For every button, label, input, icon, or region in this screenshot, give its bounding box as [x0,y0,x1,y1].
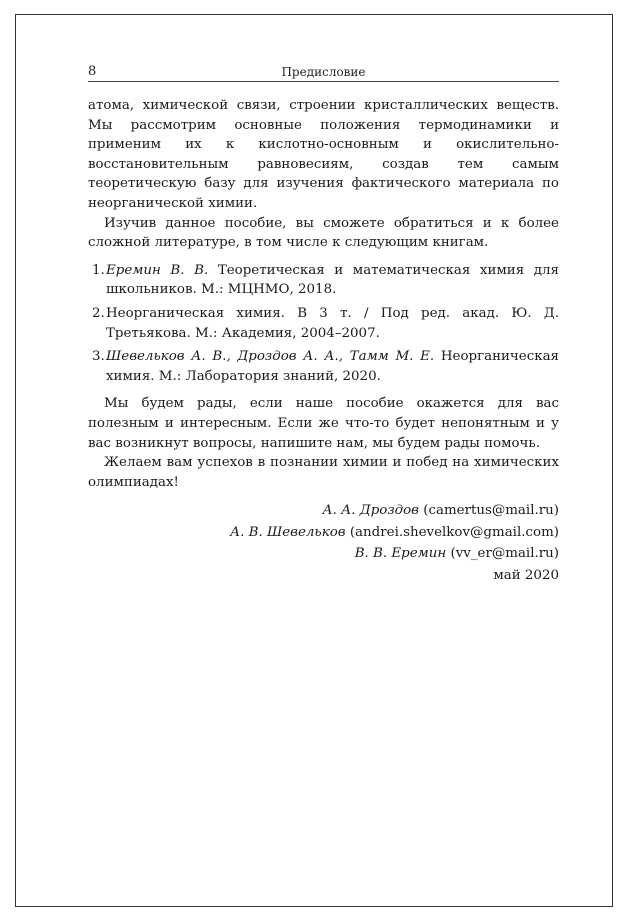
author-email: (vv_er@mail.ru) [446,546,559,562]
signature-line [88,543,559,565]
reference-item [88,347,559,386]
reference-text: Неорганическая химия. М.: Лаборатория знаний, 2020. [106,349,560,384]
reference-text: Теоретическая и математическая химия для школьников. М.: МЦНМО, 2018. [106,262,559,298]
paragraph-continuation: атома, химической связи, строении кристаллических веществ. Мы рассмотрим основные положения термодинамики и применим их к кислотно-основным и окислительно-восстановительным равновесиям, создав тем самым теоретическую базу для изучения фактического материала по неорганической химии. [88,98,559,211]
signature-line [88,522,559,544]
author-email: (andrei.shevelkov@gmail.com) [345,524,559,540]
reference-list [88,261,559,387]
reference-text: Неорганическая химия. В 3 т. / Под ред. акад. Ю. Д. Третьякова. М.: Академия, 2004–2007. [106,305,559,341]
signature-block [88,500,559,586]
signature-line [88,500,559,522]
running-title: Предисловие [281,65,366,79]
paragraph-feedback: Мы будем рады, если наше пособие окажется для вас полезным и интересным. Если же что-то будет непонятным и у вас возникнут вопросы, напишите нам, мы будем рады помочь. [88,396,559,451]
paragraph-literature-intro: Изучив данное пособие, вы сможете обратиться и к более сложной литературе, в том числе к следующим книгам. [88,215,559,251]
paragraph-wishes: Желаем вам успехов в познании химии и побед на химических олимпиадах! [88,455,559,490]
reference-number: 3. [92,349,105,365]
author-name: А. В. Шевельков [229,524,346,540]
reference-authors: Еремин В. В. [106,262,209,278]
author-name: А. А. Дроздов [322,503,419,519]
reference-number: 2. [92,305,105,321]
reference-item [88,304,559,343]
author-name: В. В. Еремин [354,546,447,562]
date-line: май 2020 [493,567,559,583]
reference-item [88,261,559,300]
reference-number: 1. [92,262,105,278]
reference-authors: Шевельков А. В., Дроздов А. А., Тамм М. Е. [106,349,435,365]
page-number: 8 [88,64,97,79]
page-body [88,96,559,586]
running-header [88,63,559,82]
author-email: (camertus@mail.ru) [418,503,559,519]
